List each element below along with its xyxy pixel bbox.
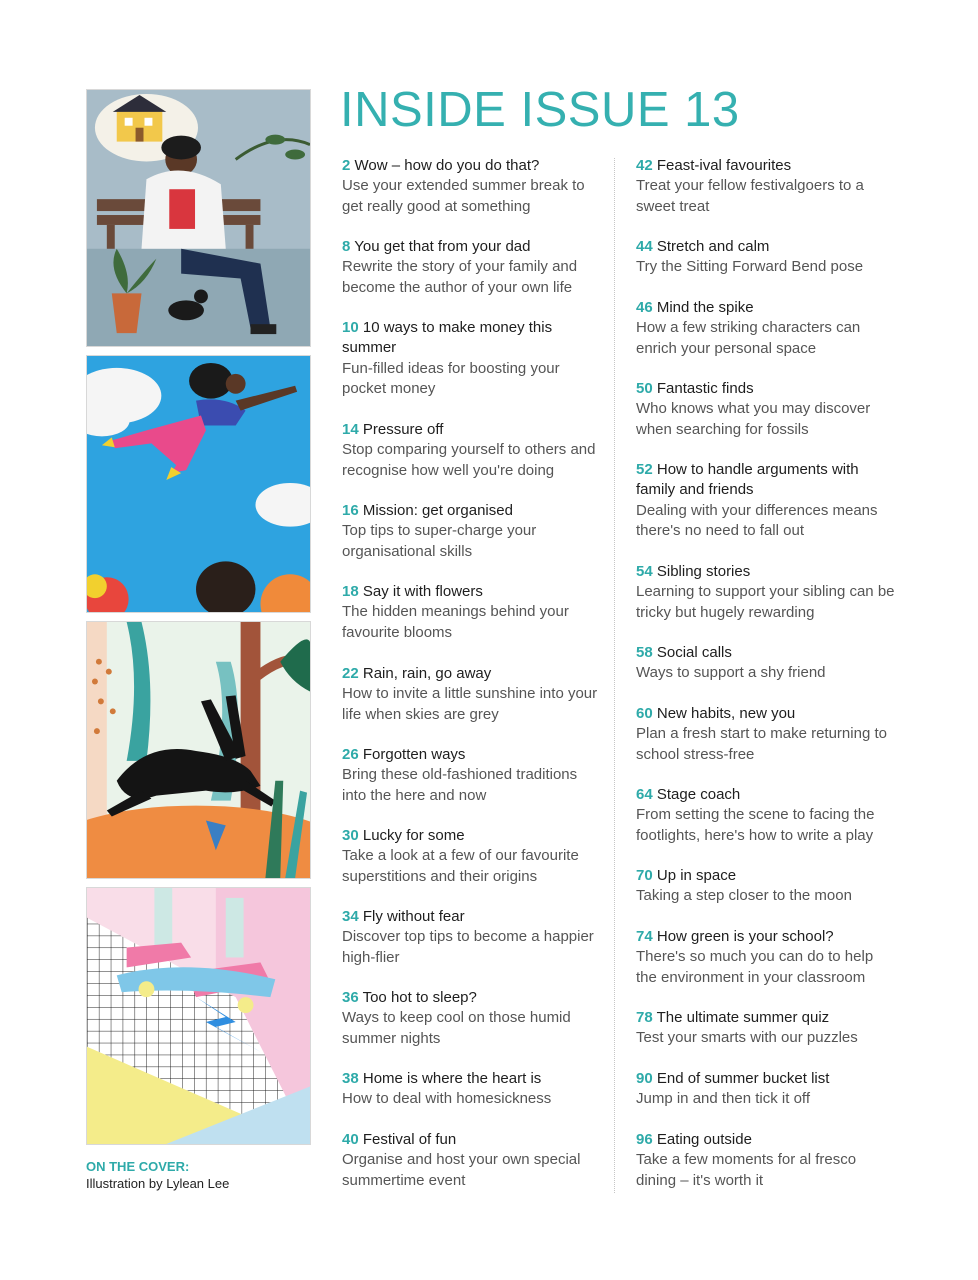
contents-entry[interactable] bbox=[342, 582, 604, 643]
article-title: How green is your school? bbox=[656, 928, 834, 945]
contents-entry[interactable] bbox=[636, 866, 898, 907]
article-title: Wow – how do you do that? bbox=[354, 157, 540, 174]
article-title: Lucky for some bbox=[362, 827, 465, 844]
page-number: 8 bbox=[342, 238, 351, 255]
contents-entry[interactable] bbox=[636, 237, 898, 278]
article-title: Up in space bbox=[656, 867, 737, 884]
article-desc: Plan a fresh start to make returning to school stress-free bbox=[636, 725, 887, 763]
page-number: 26 bbox=[342, 746, 359, 763]
page-number: 96 bbox=[636, 1131, 653, 1148]
contents-entry[interactable] bbox=[342, 501, 604, 562]
article-desc: Rewrite the story of your family and become the author of your own life bbox=[342, 258, 578, 296]
article-desc: How a few striking characters can enrich your personal space bbox=[636, 319, 861, 357]
article-desc: Treat your fellow festivalgoers to a sweet treat bbox=[636, 177, 864, 215]
page-number: 52 bbox=[636, 461, 653, 478]
cover-illustration-flying-girl bbox=[86, 355, 311, 613]
contents-entry[interactable] bbox=[342, 237, 604, 298]
article-title: New habits, new you bbox=[656, 705, 796, 722]
page-number: 74 bbox=[636, 928, 653, 945]
article-desc: There's so much you can do to help the environment in your classroom bbox=[636, 948, 874, 986]
article-title: Fly without fear bbox=[362, 908, 465, 925]
article-desc: Ways to keep cool on those humid summer nights bbox=[342, 1009, 571, 1047]
contents-entry[interactable] bbox=[342, 907, 604, 968]
page-number: 58 bbox=[636, 644, 653, 661]
page-number: 22 bbox=[342, 665, 359, 682]
article-desc: Jump in and then tick it off bbox=[636, 1090, 810, 1108]
page-number: 54 bbox=[636, 563, 653, 580]
page-number: 10 bbox=[342, 319, 359, 336]
page-number: 30 bbox=[342, 827, 359, 844]
contents-entry[interactable] bbox=[342, 420, 604, 481]
article-title: Rain, rain, go away bbox=[362, 665, 492, 682]
article-title: Mission: get organised bbox=[362, 502, 513, 519]
article-desc: Taking a step closer to the moon bbox=[636, 887, 852, 905]
article-title: How to handle arguments with family and friends bbox=[636, 461, 859, 499]
column-divider bbox=[614, 158, 615, 1193]
article-title: The ultimate summer quiz bbox=[656, 1009, 830, 1026]
page-number: 2 bbox=[342, 157, 351, 174]
cover-label: ON THE COVER: bbox=[86, 1159, 190, 1174]
contents-entry[interactable] bbox=[636, 156, 898, 217]
contents-entry[interactable] bbox=[636, 704, 898, 765]
contents-entry[interactable] bbox=[636, 1069, 898, 1110]
article-title: Forgotten ways bbox=[362, 746, 466, 763]
page-number: 34 bbox=[342, 908, 359, 925]
article-desc: The hidden meanings behind your favourite blooms bbox=[342, 603, 569, 641]
article-desc: Bring these old-fashioned traditions into the here and now bbox=[342, 766, 578, 804]
page-number: 60 bbox=[636, 705, 653, 722]
article-desc: Use your extended summer break to get really good at something bbox=[342, 177, 585, 215]
page-number: 40 bbox=[342, 1131, 359, 1148]
page-number: 16 bbox=[342, 502, 359, 519]
cover-caption bbox=[86, 1158, 326, 1192]
article-desc: Top tips to super-charge your organisational skills bbox=[342, 522, 537, 560]
contents-entry[interactable] bbox=[342, 1069, 604, 1110]
article-title: Feast-ival favourites bbox=[656, 157, 792, 174]
article-desc: Fun-filled ideas for boosting your pocket money bbox=[342, 359, 560, 397]
contents-entry[interactable] bbox=[636, 643, 898, 684]
contents-entry[interactable] bbox=[342, 745, 604, 806]
article-title: Mind the spike bbox=[656, 299, 754, 316]
page-number: 46 bbox=[636, 299, 653, 316]
article-desc: Ways to support a shy friend bbox=[636, 664, 826, 682]
contents-entry[interactable] bbox=[342, 664, 604, 725]
article-title: Pressure off bbox=[362, 421, 444, 438]
page-number: 44 bbox=[636, 238, 653, 255]
contents-entry[interactable] bbox=[342, 318, 604, 399]
page-number: 36 bbox=[342, 989, 359, 1006]
contents-entry[interactable] bbox=[636, 379, 898, 440]
contents-entry[interactable] bbox=[636, 298, 898, 359]
article-title: Sibling stories bbox=[656, 563, 751, 580]
page-number: 18 bbox=[342, 583, 359, 600]
article-desc: Take a few moments for al fresco dining – it's worth it bbox=[636, 1151, 857, 1189]
contents-entry[interactable] bbox=[636, 1008, 898, 1049]
cover-illustration-hare bbox=[86, 621, 311, 879]
contents-entry[interactable] bbox=[636, 1130, 898, 1191]
article-title: Social calls bbox=[656, 644, 732, 661]
article-title: Say it with flowers bbox=[362, 583, 483, 600]
article-title: End of summer bucket list bbox=[656, 1070, 830, 1087]
contents-entry[interactable] bbox=[342, 156, 604, 217]
article-title: Too hot to sleep? bbox=[362, 989, 477, 1006]
article-desc: From setting the scene to facing the footlights, here's how to write a play bbox=[636, 806, 875, 844]
article-desc: Discover top tips to become a happier high-flier bbox=[342, 928, 594, 966]
page-number: 38 bbox=[342, 1070, 359, 1087]
page-number: 90 bbox=[636, 1070, 653, 1087]
contents-entry[interactable] bbox=[636, 562, 898, 623]
article-title: 10 ways to make money this summer bbox=[342, 319, 553, 357]
page-number: 14 bbox=[342, 421, 359, 438]
article-desc: Organise and host your own special summertime event bbox=[342, 1151, 581, 1189]
contents-entry[interactable] bbox=[636, 785, 898, 846]
article-title: Fantastic finds bbox=[656, 380, 754, 397]
cover-illustration-woman-on-bench bbox=[86, 89, 311, 347]
contents-entry[interactable] bbox=[342, 826, 604, 887]
article-title: Home is where the heart is bbox=[362, 1070, 542, 1087]
contents-entry[interactable] bbox=[636, 460, 898, 541]
page-number: 70 bbox=[636, 867, 653, 884]
article-desc: Test your smarts with our puzzles bbox=[636, 1029, 858, 1047]
page-title: INSIDE ISSUE 13 bbox=[340, 83, 740, 137]
article-title: You get that from your dad bbox=[354, 238, 531, 255]
contents-entry[interactable] bbox=[342, 1130, 604, 1191]
article-desc: Try the Sitting Forward Bend pose bbox=[636, 258, 864, 276]
page-number: 64 bbox=[636, 786, 653, 803]
article-desc: Take a look at a few of our favourite superstitions and their origins bbox=[342, 847, 579, 885]
page-number: 42 bbox=[636, 157, 653, 174]
contents-entry[interactable] bbox=[636, 927, 898, 988]
article-desc: Learning to support your sibling can be tricky but hugely rewarding bbox=[636, 583, 895, 621]
article-desc: How to invite a little sunshine into your life when skies are grey bbox=[342, 685, 598, 723]
article-title: Stretch and calm bbox=[656, 238, 770, 255]
contents-entry[interactable] bbox=[342, 988, 604, 1049]
cover-credit: Illustration by Lylean Lee bbox=[86, 1176, 230, 1191]
article-title: Eating outside bbox=[656, 1131, 752, 1148]
article-desc: How to deal with homesickness bbox=[342, 1090, 552, 1108]
article-desc: Dealing with your differences means there's no need to fall out bbox=[636, 501, 878, 539]
page-number: 50 bbox=[636, 380, 653, 397]
article-desc: Who knows what you may discover when searching for fossils bbox=[636, 400, 871, 438]
article-title: Stage coach bbox=[656, 786, 741, 803]
page-number: 78 bbox=[636, 1009, 653, 1026]
cover-illustration-skateboard bbox=[86, 887, 311, 1145]
article-desc: Stop comparing yourself to others and recognise how well you're doing bbox=[342, 441, 596, 479]
article-title: Festival of fun bbox=[362, 1131, 457, 1148]
